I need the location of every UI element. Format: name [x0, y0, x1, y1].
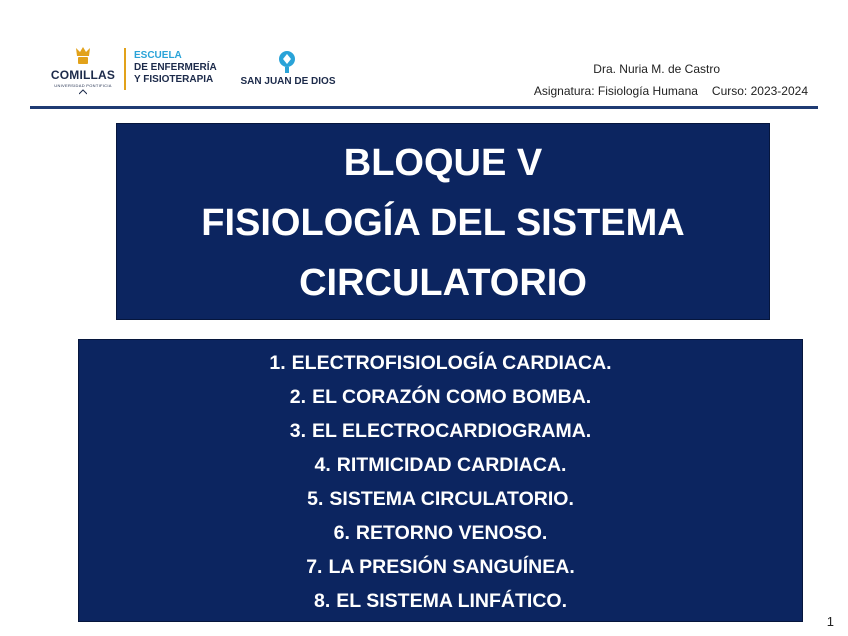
- contents-item: [79, 346, 802, 380]
- contents-item-text: EL CORAZÓN COMO BOMBA.: [312, 386, 592, 408]
- comillas-crest-icon: [72, 46, 94, 66]
- contents-item-number: 8.: [313, 590, 331, 612]
- contents-item-text: ELECTROFISIOLOGÍA CARDIACA.: [291, 352, 612, 374]
- contents-box: [78, 339, 803, 622]
- course-label: Curso: 2023-2024: [711, 84, 808, 98]
- contents-item-text: LA PRESIÓN SANGUÍNEA.: [328, 556, 575, 578]
- subject-label: Asignatura: Fisiología Humana: [533, 84, 698, 98]
- page-number: 1: [826, 614, 834, 629]
- title-line1: BLOQUE V: [343, 142, 543, 184]
- sjd-logo: [238, 50, 338, 92]
- comillas-subtitle: UNIVERSIDAD PONTIFICIA: [54, 83, 112, 88]
- contents-item-text: RITMICIDAD CARDIACA.: [336, 454, 567, 476]
- header-rule: [30, 106, 818, 109]
- contents-item: [79, 380, 802, 414]
- title-box: [116, 123, 770, 320]
- contents-item: [79, 550, 802, 584]
- contents-item-text: EL ELECTROCARDIOGRAMA.: [312, 420, 592, 442]
- contents-item: [79, 448, 802, 482]
- sjd-name: SAN JUAN DE DIOS: [240, 76, 336, 87]
- contents-item-number: 4.: [314, 454, 331, 476]
- contents-item: [79, 584, 802, 618]
- contents-item-text: EL SISTEMA LINFÁTICO.: [336, 590, 568, 612]
- contents-item-number: 1.: [269, 352, 286, 374]
- sjd-emblem-icon: [276, 50, 298, 74]
- course-info: [534, 84, 808, 98]
- logo-divider: [124, 48, 126, 90]
- comillas-logo: [50, 46, 116, 98]
- page-header: [0, 0, 848, 110]
- contents-item-number: 7.: [306, 556, 323, 578]
- contents-item: [79, 482, 802, 516]
- contents-item-number: 5.: [307, 488, 324, 510]
- contents-item-number: 2.: [289, 386, 307, 408]
- escuela-logo: [134, 50, 217, 86]
- contents-item-text: RETORNO VENOSO.: [355, 522, 548, 544]
- contents-item-text: SISTEMA CIRCULATORIO.: [329, 488, 574, 510]
- contents-item-number: 6.: [333, 522, 350, 544]
- contents-item: [79, 414, 802, 448]
- author-name: Dra. Nuria M. de Castro: [593, 62, 720, 76]
- comillas-name: COMILLAS: [50, 68, 116, 82]
- contents-list: [79, 346, 802, 618]
- escuela-line3: Y FISIOTERAPIA: [134, 74, 214, 85]
- escuela-line2: DE ENFERMERÍA: [134, 62, 217, 73]
- title-line3: CIRCULATORIO: [299, 262, 587, 304]
- contents-item-number: 3.: [289, 420, 307, 442]
- contents-item: [79, 516, 802, 550]
- comillas-mark-icon: [79, 89, 87, 95]
- escuela-line1: ESCUELA: [134, 50, 182, 61]
- title-line2: FISIOLOGÍA DEL SISTEMA: [201, 202, 685, 244]
